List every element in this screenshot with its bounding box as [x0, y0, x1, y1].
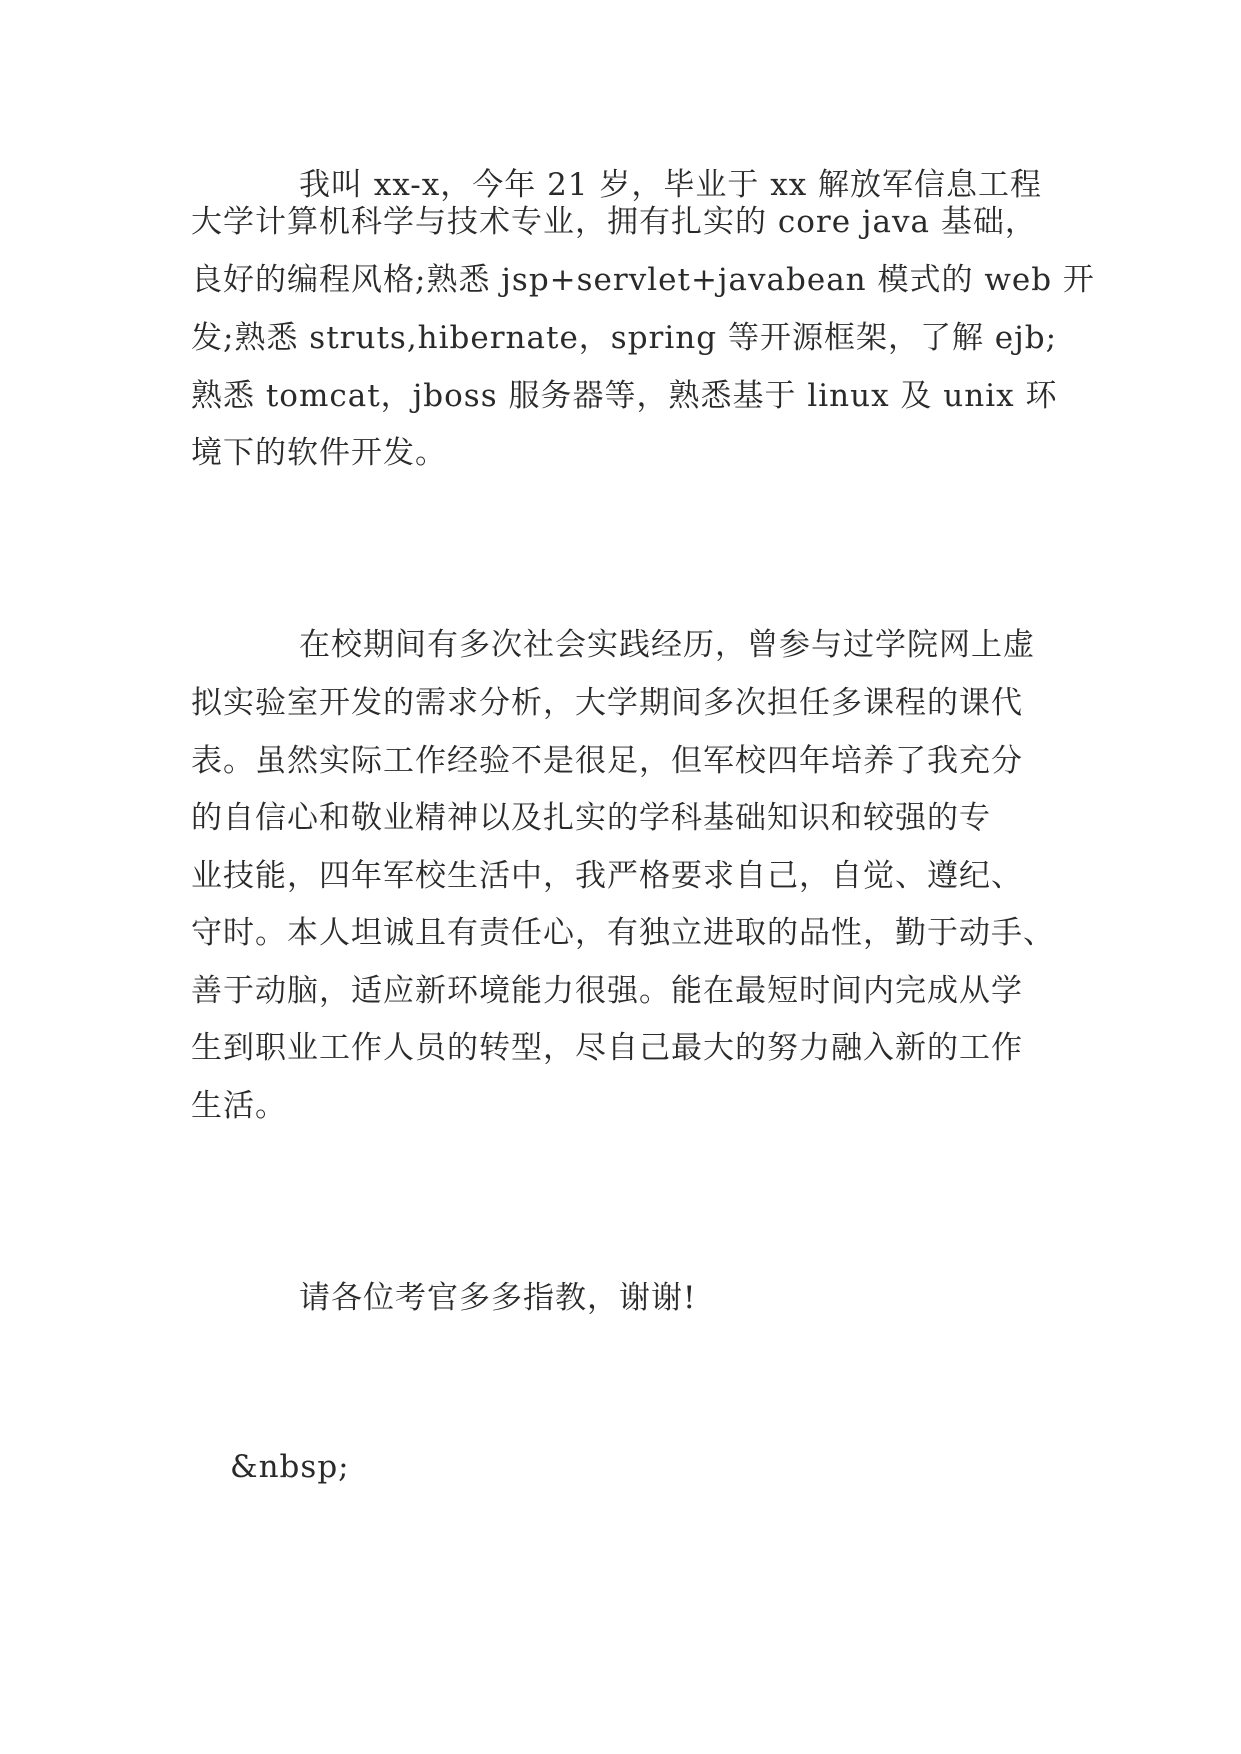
paragraph-1-line-2: 大学计算机科学与技术专业，拥有扎实的 core java 基础，	[191, 204, 1037, 240]
paragraph-2-line-8: 生到职业工作人员的转型，尽自己最大的努力融入新的工作	[191, 1030, 1023, 1066]
paragraph-2-line-4: 的自信心和敬业精神以及扎实的学科基础知识和较强的专	[191, 800, 991, 836]
paragraph-1-line-3: 良好的编程风格;熟悉 jsp+servlet+javabean 模式的 web 开	[191, 262, 1095, 298]
paragraph-2-line-2: 拟实验室开发的需求分析，大学期间多次担任多课程的课代	[191, 685, 1023, 721]
paragraph-2-line-5: 业技能，四年军校生活中，我严格要求自己，自觉、遵纪、	[191, 858, 1023, 894]
paragraph-1-line-6: 境下的软件开发。	[191, 435, 447, 471]
paragraph-2-line-3: 表。虽然实际工作经验不是很足，但军校四年培养了我充分	[191, 743, 1023, 779]
closing-line: 请各位考官多多指教，谢谢!	[299, 1280, 697, 1316]
paragraph-1-line-1: 我叫 xx-x，今年 21 岁，毕业于 xx 解放军信息工程	[299, 167, 1043, 203]
paragraph-2-line-9: 生活。	[191, 1088, 287, 1124]
paragraph-2-line-7: 善于动脑，适应新环境能力很强。能在最短时间内完成从学	[191, 973, 1023, 1009]
paragraph-2-line-1: 在校期间有多次社会实践经历，曾参与过学院网上虚	[299, 627, 1035, 663]
paragraph-2-line-6: 守时。本人坦诚且有责任心，有独立进取的品性，勤于动手、	[191, 915, 1055, 951]
trailing-nbsp-text: &nbsp;	[230, 1449, 350, 1485]
paragraph-1-line-4: 发;熟悉 struts,hibernate，spring 等开源框架，了解 ejb;	[191, 320, 1058, 356]
paragraph-1-line-5: 熟悉 tomcat，jboss 服务器等，熟悉基于 linux 及 unix 环	[191, 378, 1058, 414]
